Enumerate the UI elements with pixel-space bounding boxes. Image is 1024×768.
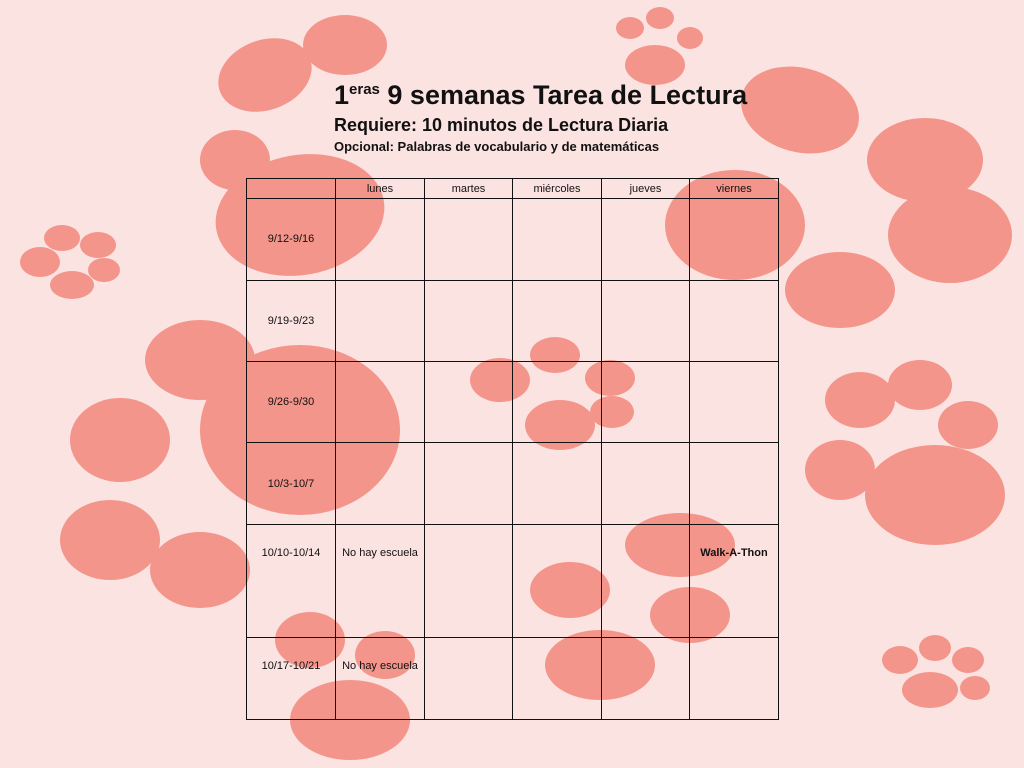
header-cell-blank: [247, 179, 336, 199]
page-subtitle: Requiere: 10 minutos de Lectura Diaria: [334, 115, 669, 135]
day-cell: [425, 199, 513, 280]
week-label: 10/10-10/14: [247, 524, 336, 638]
table-row: [247, 199, 779, 280]
optional-note: Opcional: Palabras de vocabulario y de matemáticas: [334, 139, 660, 154]
header-cell-tuesday: martes: [425, 179, 513, 199]
paw-print-icon: [805, 360, 1005, 545]
header-cell-wednesday: miércoles: [513, 179, 602, 199]
reading-schedule-table: [246, 178, 779, 720]
day-cell: [690, 443, 779, 524]
header-cell-friday: viernes: [690, 179, 779, 199]
day-cell: [425, 443, 513, 524]
table-row: [247, 280, 779, 361]
header-cell-monday: lunes: [336, 179, 425, 199]
week-label: 9/12-9/16: [247, 199, 336, 280]
day-cell: [690, 361, 779, 442]
header-cell-thursday: jueves: [602, 179, 690, 199]
title-block: [334, 74, 747, 156]
day-cell: [602, 361, 690, 442]
paw-print-icon: [20, 225, 120, 299]
day-cell: [690, 280, 779, 361]
table-row: [247, 524, 779, 638]
day-cell: [425, 361, 513, 442]
day-cell: [513, 199, 602, 280]
week-label: 9/19-9/23: [247, 280, 336, 361]
paw-print-icon: [882, 635, 990, 708]
week-label: 10/17-10/21: [247, 638, 336, 720]
day-cell: [690, 638, 779, 720]
week-label: 10/3-10/7: [247, 443, 336, 524]
day-cell: [690, 199, 779, 280]
day-cell: [425, 524, 513, 638]
day-cell: [513, 524, 602, 638]
day-cell: No hay escuela: [336, 638, 425, 720]
day-cell: [513, 361, 602, 442]
header-row: [247, 179, 779, 199]
day-cell: Walk-A-Thon: [690, 524, 779, 638]
table-row: [247, 361, 779, 442]
day-cell: [425, 280, 513, 361]
day-cell: [336, 443, 425, 524]
day-cell: No hay escuela: [336, 524, 425, 638]
table-row: [247, 638, 779, 720]
day-cell: [336, 361, 425, 442]
day-cell: [602, 638, 690, 720]
week-label: 9/26-9/30: [247, 361, 336, 442]
day-cell: [602, 199, 690, 280]
day-cell: [513, 443, 602, 524]
table-row: [247, 443, 779, 524]
page-title: $1^{eras}$ 9 semanas Tarea de Lectura: [334, 80, 748, 110]
day-cell: [336, 280, 425, 361]
day-cell: [602, 443, 690, 524]
day-cell: [513, 280, 602, 361]
day-cell: [425, 638, 513, 720]
day-cell: [602, 524, 690, 638]
day-cell: [513, 638, 602, 720]
day-cell: [336, 199, 425, 280]
day-cell: [602, 280, 690, 361]
